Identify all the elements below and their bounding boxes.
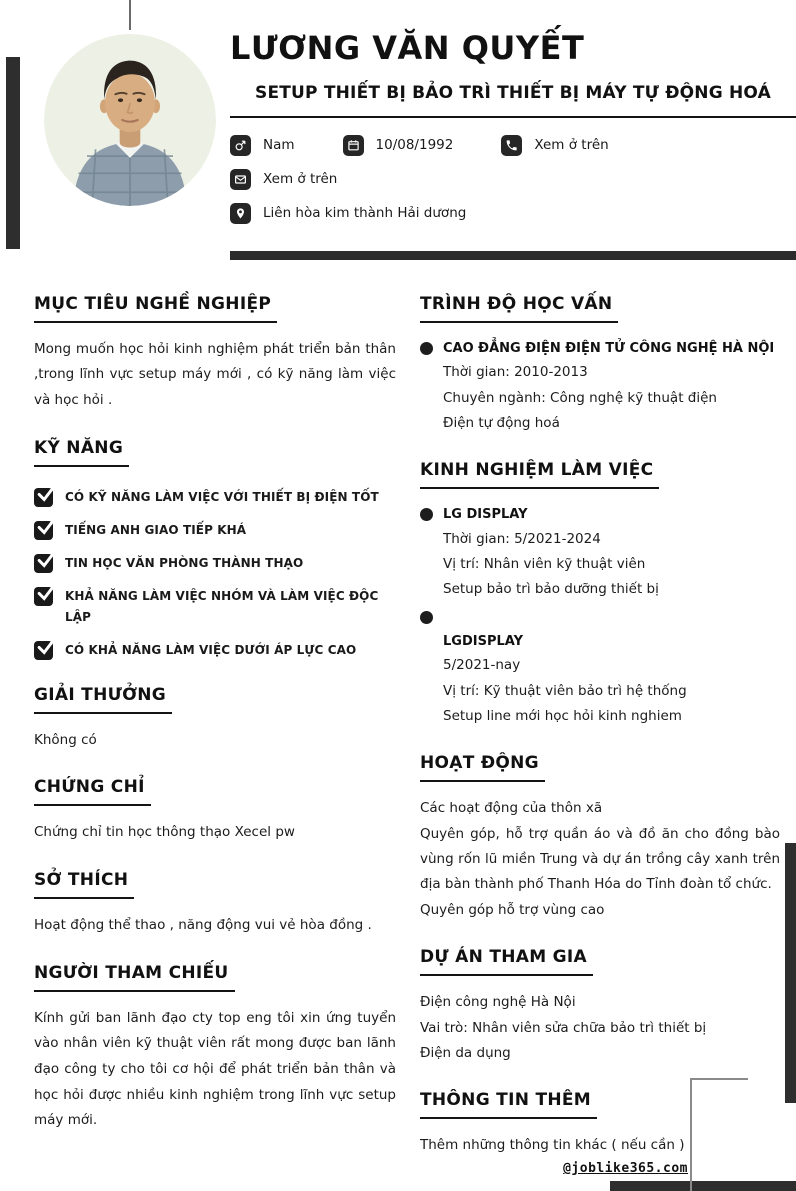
location-icon bbox=[230, 203, 251, 224]
address-field bbox=[230, 203, 466, 224]
phone-value: Xem ở trên bbox=[534, 137, 609, 154]
skill-label: KHẢ NĂNG LÀM VIỆC NHÓM VÀ LÀM VIỆC ĐỘC LẬP bbox=[65, 588, 379, 624]
company-name: LGDISPLAY bbox=[443, 633, 523, 649]
education-line: Thời gian: 2010-2013 bbox=[443, 364, 588, 381]
calendar-icon bbox=[343, 135, 364, 156]
email-icon bbox=[230, 169, 251, 190]
company-name: LG DISPLAY bbox=[443, 507, 528, 523]
avatar bbox=[44, 34, 216, 206]
section-education bbox=[420, 294, 780, 437]
skills-list bbox=[34, 487, 396, 661]
deco-topleft-line bbox=[129, 0, 131, 30]
activities-line: Quyên góp hỗ trợ vùng cao bbox=[420, 901, 605, 918]
section-awards bbox=[34, 685, 396, 754]
project-line: Vai trò: Nhân viên sửa chữa bảo trì thiết bị bbox=[420, 1019, 707, 1036]
project-line: Điện da dụng bbox=[420, 1044, 511, 1061]
additional-info-text: Thêm những thông tin khác ( nếu cần ) bbox=[420, 1137, 685, 1154]
deco-corner-vertical-line bbox=[690, 1078, 692, 1191]
experience-entry bbox=[420, 503, 780, 603]
candidate-name: LƯƠNG VĂN QUYẾT bbox=[230, 29, 585, 67]
entry-body bbox=[443, 337, 774, 437]
section-additional-info bbox=[420, 1090, 780, 1159]
job-title: SETUP THIẾT BỊ BẢO TRÌ THIẾT BỊ MÁY TỰ ĐỘNG HOÁ bbox=[255, 82, 771, 103]
activities-line: Quyên góp, hỗ trợ quần áo và đồ ăn cho đồng bào vùng rốn lũ miền Trung và dự án trồng cây xanh trên địa bàn thành phố Thanh Hóa do Tỉnh đoàn tổ chức. bbox=[420, 825, 780, 893]
school-name: CAO ĐẲNG ĐIỆN ĐIỆN TỬ CÔNG NGHỆ HÀ NỘI bbox=[443, 340, 775, 356]
skill-label: CÓ KHẢ NĂNG LÀM VIỆC DƯỚI ÁP LỰC CAO bbox=[65, 642, 357, 657]
project-line: Điện công nghệ Hà Nội bbox=[420, 994, 576, 1011]
experience-heading: KINH NGHIỆM LÀM VIỆC bbox=[420, 460, 659, 489]
contact-row-1 bbox=[230, 135, 796, 156]
section-hobbies bbox=[34, 870, 396, 939]
experience-entry bbox=[420, 611, 780, 730]
right-column bbox=[420, 294, 780, 1183]
experience-line: Vị trí: Nhân viên kỹ thuật viên bbox=[443, 556, 646, 573]
section-experience bbox=[420, 460, 780, 729]
contact-info bbox=[230, 135, 796, 224]
entry-body bbox=[443, 503, 659, 603]
hobbies-text: Hoạt động thể thao , năng động vui vẻ hòa đồng . bbox=[34, 917, 372, 933]
checkbox-icon bbox=[34, 554, 53, 573]
section-projects bbox=[420, 947, 780, 1066]
deco-corner-horizontal-line bbox=[690, 1078, 748, 1080]
contact-row-2 bbox=[230, 169, 796, 190]
objective-heading: MỤC TIÊU NGHỀ NGHIỆP bbox=[34, 294, 277, 323]
skill-label: TIN HỌC VĂN PHÒNG THÀNH THẠO bbox=[65, 555, 304, 570]
bullet-icon bbox=[420, 611, 433, 624]
header bbox=[0, 0, 796, 237]
education-line: Điện tự động hoá bbox=[443, 414, 560, 431]
phone-icon bbox=[501, 135, 522, 156]
references-heading: NGƯỜI THAM CHIẾU bbox=[34, 963, 235, 992]
references-text: Kính gửi ban lãnh đạo cty top eng tôi xin ứng tuyển vào nhân viên kỹ thuật viên rất mong được ban lãnh đạo công ty cho tôi cơ hội để phát triển bản thân và học hỏi được nhiều kinh nghiệm trong lĩnh vực setup máy mới. bbox=[34, 1009, 396, 1129]
education-heading: TRÌNH ĐỘ HỌC VẤN bbox=[420, 294, 618, 323]
objective-text: Mong muốn học hỏi kinh nghiệm phát triển bản thân ,trong lĩnh vực setup máy mới , có kỹ năng làm việc và học hỏi . bbox=[34, 340, 396, 409]
additional-info-heading: THÔNG TIN THÊM bbox=[420, 1090, 597, 1119]
gender-value: Nam bbox=[263, 137, 295, 154]
main-content bbox=[0, 260, 796, 1183]
skill-item bbox=[34, 640, 396, 661]
activities-heading: HOẠT ĐỘNG bbox=[420, 753, 545, 782]
email-field bbox=[230, 169, 337, 190]
dob-value: 10/08/1992 bbox=[375, 137, 454, 154]
section-skills bbox=[34, 438, 396, 661]
skill-item bbox=[34, 553, 396, 574]
certificates-heading: CHỨNG CHỈ bbox=[34, 777, 151, 806]
checkbox-icon bbox=[34, 521, 53, 540]
awards-heading: GIẢI THƯỞNG bbox=[34, 685, 172, 714]
education-entry bbox=[420, 337, 780, 437]
email-value: Xem ở trên bbox=[263, 171, 338, 188]
contact-row-3 bbox=[230, 203, 796, 224]
experience-line: Setup bảo trì bảo dưỡng thiết bị bbox=[443, 581, 659, 598]
entry-body bbox=[443, 630, 780, 730]
header-main bbox=[230, 30, 796, 237]
experience-line: Vị trí: Kỹ thuật viên bảo trì hệ thống bbox=[443, 682, 687, 699]
watermark: @joblike365.com bbox=[563, 1161, 688, 1176]
section-references bbox=[34, 963, 396, 1134]
skills-heading: KỸ NĂNG bbox=[34, 438, 129, 467]
skill-label: CÓ KỸ NĂNG LÀM VIỆC VỚI THIẾT BỊ ĐIỆN TỐT bbox=[65, 489, 379, 504]
awards-text: Không có bbox=[34, 731, 97, 748]
phone-field bbox=[501, 135, 608, 156]
section-objective bbox=[34, 294, 396, 414]
deco-right-bar bbox=[785, 843, 796, 1103]
section-activities bbox=[420, 753, 780, 923]
experience-line: Thời gian: 5/2021-2024 bbox=[443, 530, 601, 547]
dob-field bbox=[343, 135, 454, 156]
deco-left-bar bbox=[6, 57, 20, 249]
education-line: Chuyên ngành: Công nghệ kỹ thuật điện bbox=[443, 389, 717, 406]
skill-item bbox=[34, 487, 396, 508]
title-divider bbox=[230, 116, 796, 118]
certificates-text: Chứng chỉ tin học thông thạo Xecel pw bbox=[34, 824, 295, 841]
skill-item bbox=[34, 586, 396, 628]
checkbox-icon bbox=[34, 488, 53, 507]
profile-photo bbox=[44, 34, 216, 206]
checkbox-icon bbox=[34, 641, 53, 660]
deco-bottom-bar bbox=[610, 1181, 796, 1191]
experience-line: Setup line mới học hỏi kinh nghiem bbox=[443, 707, 682, 724]
gender-field bbox=[230, 135, 295, 156]
address-value: Liên hòa kim thành Hải dương bbox=[263, 205, 467, 222]
experience-line: 5/2021-nay bbox=[443, 657, 521, 674]
checkbox-icon bbox=[34, 587, 53, 606]
projects-heading: DỰ ÁN THAM GIA bbox=[420, 947, 593, 976]
activities-line: Các hoạt động của thôn xã bbox=[420, 800, 603, 817]
left-column bbox=[34, 294, 396, 1183]
hobbies-heading: SỞ THÍCH bbox=[34, 870, 134, 899]
skill-label: TIẾNG ANH GIAO TIẾP KHÁ bbox=[65, 522, 247, 537]
bullet-icon bbox=[420, 508, 433, 521]
skill-item bbox=[34, 520, 396, 541]
gender-icon bbox=[230, 135, 251, 156]
header-divider-bar bbox=[230, 251, 796, 260]
section-certificates bbox=[34, 777, 396, 846]
bullet-icon bbox=[420, 342, 433, 355]
